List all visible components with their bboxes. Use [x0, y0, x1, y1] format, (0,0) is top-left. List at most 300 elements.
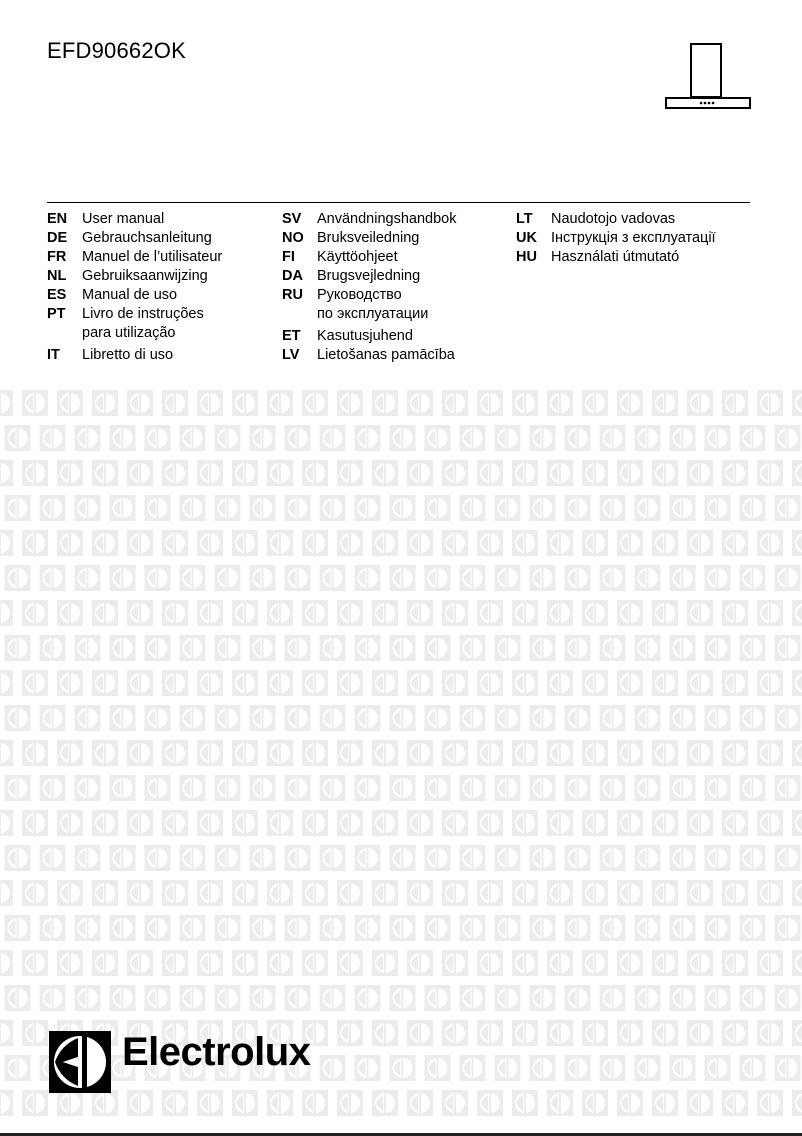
- pattern-logo-tile: [390, 495, 416, 521]
- pattern-logo-tile: [600, 845, 626, 871]
- pattern-logo-tile: [547, 390, 573, 416]
- pattern-logo-tile: [512, 530, 538, 556]
- pattern-logo-tile: [477, 530, 503, 556]
- pattern-logo-tile: [162, 880, 188, 906]
- pattern-logo-tile: [442, 740, 468, 766]
- pattern-logo-tile: [775, 495, 801, 521]
- pattern-logo-tile: [215, 635, 241, 661]
- pattern-logo-tile: [40, 425, 66, 451]
- pattern-logo-tile: [250, 775, 276, 801]
- pattern-logo-tile: [372, 880, 398, 906]
- pattern-logo-tile: [775, 705, 801, 731]
- pattern-logo-tile: [687, 880, 713, 906]
- model-number: EFD90662OK: [47, 38, 186, 63]
- pattern-logo-tile: [407, 670, 433, 696]
- pattern-logo-tile: [460, 1055, 486, 1081]
- pattern-logo-tile: [390, 705, 416, 731]
- pattern-logo-tile: [530, 565, 556, 591]
- language-code: FR: [47, 249, 67, 265]
- pattern-logo-tile: [757, 390, 783, 416]
- pattern-logo-tile: [565, 705, 591, 731]
- pattern-logo-tile: [180, 845, 206, 871]
- pattern-logo-tile: [565, 565, 591, 591]
- language-label: Naudotojo vadovas: [551, 211, 676, 227]
- pattern-logo-tile: [495, 915, 521, 941]
- pattern-logo-tile: [565, 635, 591, 661]
- pattern-logo-tile: [687, 950, 713, 976]
- pattern-logo-tile: [302, 670, 328, 696]
- pattern-logo-tile: [5, 775, 31, 801]
- pattern-logo-tile: [792, 460, 802, 486]
- pattern-logo-tile: [22, 810, 48, 836]
- pattern-logo-tile: [477, 880, 503, 906]
- pattern-logo-tile: [670, 915, 696, 941]
- pattern-logo-tile: [57, 670, 83, 696]
- pattern-logo-tile: [792, 530, 802, 556]
- pattern-logo-tile: [320, 705, 346, 731]
- pattern-logo-tile: [617, 880, 643, 906]
- pattern-logo-tile: [0, 390, 13, 416]
- pattern-logo-tile: [337, 950, 363, 976]
- pattern-logo-tile: [617, 1020, 643, 1046]
- pattern-logo-tile: [92, 670, 118, 696]
- pattern-logo-tile: [740, 1055, 766, 1081]
- pattern-logo-tile: [40, 915, 66, 941]
- pattern-logo-tile: [547, 1020, 573, 1046]
- pattern-logo-tile: [372, 810, 398, 836]
- pattern-logo-tile: [722, 390, 748, 416]
- pattern-logo-tile: [670, 565, 696, 591]
- pattern-logo-tile: [215, 565, 241, 591]
- pattern-logo-tile: [232, 460, 258, 486]
- pattern-logo-tile: [267, 390, 293, 416]
- pattern-logo-tile: [530, 1055, 556, 1081]
- pattern-logo-tile: [145, 775, 171, 801]
- pattern-logo-tile: [0, 460, 13, 486]
- pattern-logo-tile: [0, 810, 13, 836]
- pattern-logo-tile: [495, 425, 521, 451]
- pattern-logo-tile: [512, 880, 538, 906]
- pattern-logo-tile: [407, 460, 433, 486]
- pattern-logo-tile: [530, 915, 556, 941]
- language-label: Brugsvejledning: [317, 268, 421, 284]
- pattern-logo-tile: [512, 390, 538, 416]
- pattern-logo-tile: [460, 635, 486, 661]
- pattern-logo-tile: [372, 460, 398, 486]
- pattern-logo-tile: [547, 740, 573, 766]
- header-divider: [47, 202, 750, 203]
- pattern-logo-tile: [337, 740, 363, 766]
- pattern-logo-tile: [617, 670, 643, 696]
- language-code: IT: [47, 347, 60, 363]
- pattern-logo-tile: [250, 635, 276, 661]
- pattern-logo-tile: [5, 985, 31, 1011]
- pattern-logo-tile: [302, 880, 328, 906]
- pattern-logo-tile: [390, 845, 416, 871]
- pattern-logo-tile: [92, 810, 118, 836]
- pattern-logo-tile: [705, 425, 731, 451]
- pattern-logo-tile: [652, 1020, 678, 1046]
- language-label: Руководство: [317, 287, 402, 303]
- pattern-logo-tile: [722, 1090, 748, 1116]
- pattern-logo-tile: [687, 670, 713, 696]
- pattern-logo-tile: [722, 880, 748, 906]
- pattern-logo-tile: [40, 705, 66, 731]
- pattern-logo-tile: [407, 950, 433, 976]
- pattern-logo-tile: [582, 460, 608, 486]
- pattern-logo-tile: [337, 460, 363, 486]
- language-code: DE: [47, 230, 68, 246]
- pattern-logo-tile: [337, 880, 363, 906]
- language-code: SV: [282, 211, 302, 227]
- pattern-logo-tile: [250, 425, 276, 451]
- pattern-logo-tile: [582, 600, 608, 626]
- pattern-logo-tile: [75, 705, 101, 731]
- pattern-logo-tile: [110, 775, 136, 801]
- pattern-logo-tile: [40, 495, 66, 521]
- language-code: PT: [47, 306, 66, 322]
- pattern-logo-tile: [652, 1090, 678, 1116]
- pattern-logo-tile: [145, 635, 171, 661]
- pattern-logo-tile: [757, 810, 783, 836]
- pattern-logo-tile: [425, 495, 451, 521]
- pattern-logo-tile: [635, 635, 661, 661]
- pattern-logo-tile: [372, 1090, 398, 1116]
- pattern-logo-tile: [355, 845, 381, 871]
- pattern-logo-tile: [215, 775, 241, 801]
- pattern-logo-tile: [792, 390, 802, 416]
- pattern-logo-tile: [652, 880, 678, 906]
- pattern-logo-tile: [267, 950, 293, 976]
- pattern-logo-tile: [652, 390, 678, 416]
- pattern-logo-tile: [40, 775, 66, 801]
- pattern-logo-tile: [180, 705, 206, 731]
- pattern-logo-tile: [477, 670, 503, 696]
- pattern-logo-tile: [250, 915, 276, 941]
- pattern-logo-tile: [670, 985, 696, 1011]
- pattern-logo-tile: [705, 775, 731, 801]
- pattern-logo-tile: [635, 1055, 661, 1081]
- pattern-logo-tile: [792, 600, 802, 626]
- pattern-logo-tile: [792, 740, 802, 766]
- pattern-logo-tile: [705, 985, 731, 1011]
- pattern-logo-tile: [530, 775, 556, 801]
- pattern-logo-tile: [5, 705, 31, 731]
- pattern-logo-tile: [0, 600, 13, 626]
- pattern-logo-tile: [652, 670, 678, 696]
- pattern-logo-tile: [197, 530, 223, 556]
- pattern-logo-tile: [600, 1055, 626, 1081]
- pattern-logo-tile: [722, 530, 748, 556]
- pattern-logo-tile: [652, 460, 678, 486]
- pattern-logo-tile: [22, 670, 48, 696]
- pattern-logo-tile: [425, 985, 451, 1011]
- pattern-logo-tile: [162, 460, 188, 486]
- pattern-logo-tile: [267, 670, 293, 696]
- pattern-logo-tile: [22, 880, 48, 906]
- pattern-logo-tile: [372, 600, 398, 626]
- pattern-logo-tile: [600, 705, 626, 731]
- cooker-hood-icon: [664, 42, 752, 110]
- pattern-logo-tile: [740, 845, 766, 871]
- pattern-logo-tile: [442, 390, 468, 416]
- pattern-logo-tile: [407, 1090, 433, 1116]
- pattern-logo-tile: [180, 425, 206, 451]
- pattern-logo-tile: [652, 740, 678, 766]
- pattern-logo-tile: [22, 390, 48, 416]
- language-label: Manuel de l’utilisateur: [82, 249, 223, 265]
- pattern-logo-tile: [197, 740, 223, 766]
- pattern-logo-tile: [285, 565, 311, 591]
- pattern-logo-tile: [565, 1055, 591, 1081]
- pattern-logo-tile: [110, 705, 136, 731]
- pattern-logo-tile: [57, 1090, 83, 1116]
- pattern-logo-tile: [460, 775, 486, 801]
- pattern-logo-tile: [547, 670, 573, 696]
- pattern-logo-tile: [40, 845, 66, 871]
- pattern-logo-tile: [757, 1090, 783, 1116]
- pattern-logo-tile: [687, 740, 713, 766]
- pattern-logo-tile: [197, 390, 223, 416]
- pattern-logo-tile: [635, 705, 661, 731]
- pattern-logo-tile: [512, 950, 538, 976]
- pattern-logo-tile: [670, 1055, 696, 1081]
- logo-pattern-background: [0, 380, 802, 1125]
- pattern-logo-tile: [57, 530, 83, 556]
- pattern-logo-tile: [565, 985, 591, 1011]
- language-label: Gebruiksaanwijzing: [82, 268, 208, 284]
- pattern-logo-tile: [197, 810, 223, 836]
- pattern-logo-tile: [617, 460, 643, 486]
- pattern-logo-tile: [652, 810, 678, 836]
- pattern-logo-tile: [145, 565, 171, 591]
- pattern-logo-tile: [757, 600, 783, 626]
- pattern-logo-tile: [5, 915, 31, 941]
- pattern-logo-tile: [22, 1090, 48, 1116]
- language-label: Lietošanas pamācība: [317, 347, 455, 363]
- pattern-logo-tile: [40, 565, 66, 591]
- pattern-logo-tile: [495, 565, 521, 591]
- pattern-logo-tile: [145, 845, 171, 871]
- pattern-logo-tile: [425, 775, 451, 801]
- pattern-logo-tile: [127, 600, 153, 626]
- pattern-logo-tile: [442, 810, 468, 836]
- pattern-logo-tile: [652, 600, 678, 626]
- pattern-logo-tile: [302, 810, 328, 836]
- pattern-logo-tile: [197, 670, 223, 696]
- pattern-logo-tile: [215, 915, 241, 941]
- pattern-logo-tile: [442, 600, 468, 626]
- pattern-logo-tile: [547, 1090, 573, 1116]
- pattern-logo-tile: [705, 1055, 731, 1081]
- pattern-logo-tile: [460, 425, 486, 451]
- pattern-logo-tile: [162, 390, 188, 416]
- pattern-logo-tile: [215, 985, 241, 1011]
- pattern-logo-tile: [390, 425, 416, 451]
- pattern-logo-tile: [285, 845, 311, 871]
- language-code: NL: [47, 268, 67, 284]
- pattern-logo-tile: [57, 950, 83, 976]
- pattern-logo-tile: [250, 985, 276, 1011]
- pattern-logo-tile: [565, 845, 591, 871]
- pattern-logo-tile: [425, 1055, 451, 1081]
- pattern-logo-tile: [617, 390, 643, 416]
- pattern-logo-tile: [180, 565, 206, 591]
- pattern-logo-tile: [92, 390, 118, 416]
- pattern-logo-tile: [477, 460, 503, 486]
- pattern-logo-tile: [22, 1020, 48, 1046]
- pattern-logo-tile: [372, 950, 398, 976]
- pattern-logo-tile: [232, 810, 258, 836]
- pattern-logo-tile: [775, 635, 801, 661]
- language-label: Gebrauchsanleitung: [82, 230, 212, 246]
- language-code: UK: [516, 230, 537, 246]
- pattern-logo-tile: [75, 565, 101, 591]
- pattern-logo-tile: [355, 425, 381, 451]
- pattern-logo-tile: [600, 775, 626, 801]
- pattern-logo-tile: [757, 460, 783, 486]
- pattern-logo-tile: [722, 460, 748, 486]
- pattern-logo-tile: [232, 740, 258, 766]
- pattern-logo-tile: [565, 775, 591, 801]
- pattern-logo-tile: [687, 390, 713, 416]
- pattern-logo-tile: [145, 425, 171, 451]
- pattern-logo-tile: [530, 495, 556, 521]
- pattern-logo-tile: [600, 495, 626, 521]
- pattern-logo-tile: [337, 810, 363, 836]
- pattern-logo-tile: [110, 915, 136, 941]
- pattern-logo-tile: [582, 530, 608, 556]
- pattern-logo-tile: [757, 1020, 783, 1046]
- language-code: DA: [282, 268, 303, 284]
- pattern-logo-tile: [722, 810, 748, 836]
- pattern-logo-tile: [127, 1090, 153, 1116]
- pattern-logo-tile: [722, 1020, 748, 1046]
- pattern-logo-tile: [92, 600, 118, 626]
- pattern-logo-tile: [530, 845, 556, 871]
- pattern-logo-tile: [705, 915, 731, 941]
- pattern-logo-tile: [740, 775, 766, 801]
- pattern-logo-tile: [337, 530, 363, 556]
- pattern-logo-tile: [582, 950, 608, 976]
- pattern-logo-tile: [617, 600, 643, 626]
- pattern-logo-tile: [460, 845, 486, 871]
- pattern-logo-tile: [407, 810, 433, 836]
- pattern-logo-tile: [0, 670, 13, 696]
- pattern-logo-tile: [250, 565, 276, 591]
- pattern-logo-tile: [250, 495, 276, 521]
- pattern-logo-tile: [582, 1090, 608, 1116]
- pattern-logo-tile: [670, 705, 696, 731]
- electrolux-logo-icon: [49, 1031, 111, 1093]
- language-label: Manual de uso: [82, 287, 178, 303]
- pattern-logo-tile: [267, 810, 293, 836]
- pattern-logo-tile: [617, 950, 643, 976]
- pattern-logo-tile: [75, 845, 101, 871]
- pattern-logo-tile: [75, 775, 101, 801]
- pattern-logo-tile: [547, 460, 573, 486]
- pattern-logo-tile: [127, 670, 153, 696]
- pattern-logo-tile: [232, 670, 258, 696]
- pattern-logo-tile: [320, 565, 346, 591]
- pattern-logo-tile: [460, 495, 486, 521]
- pattern-logo-tile: [547, 530, 573, 556]
- pattern-logo-tile: [267, 600, 293, 626]
- pattern-logo-tile: [477, 950, 503, 976]
- pattern-logo-tile: [337, 670, 363, 696]
- pattern-logo-tile: [145, 985, 171, 1011]
- pattern-logo-tile: [355, 775, 381, 801]
- pattern-logo-tile: [442, 950, 468, 976]
- pattern-logo-tile: [460, 565, 486, 591]
- pattern-logo-tile: [687, 460, 713, 486]
- pattern-logo-tile: [5, 495, 31, 521]
- pattern-logo-tile: [285, 705, 311, 731]
- pattern-logo-tile: [355, 985, 381, 1011]
- pattern-logo-tile: [162, 810, 188, 836]
- pattern-logo-tile: [705, 845, 731, 871]
- pattern-logo-tile: [92, 460, 118, 486]
- pattern-logo-tile: [600, 635, 626, 661]
- pattern-logo-tile: [75, 495, 101, 521]
- pattern-logo-tile: [372, 670, 398, 696]
- pattern-logo-tile: [250, 705, 276, 731]
- pattern-logo-tile: [670, 425, 696, 451]
- pattern-logo-tile: [390, 985, 416, 1011]
- pattern-logo-tile: [355, 915, 381, 941]
- pattern-logo-tile: [617, 530, 643, 556]
- language-column-2: [282, 210, 456, 365]
- pattern-logo-tile: [442, 530, 468, 556]
- pattern-logo-tile: [110, 495, 136, 521]
- pattern-logo-tile: [57, 810, 83, 836]
- language-code: LT: [516, 211, 533, 227]
- pattern-logo-tile: [582, 390, 608, 416]
- pattern-logo-tile: [407, 880, 433, 906]
- pattern-logo-tile: [127, 390, 153, 416]
- pattern-logo-tile: [582, 880, 608, 906]
- pattern-logo-tile: [215, 845, 241, 871]
- pattern-logo-tile: [302, 1090, 328, 1116]
- pattern-logo-tile: [425, 845, 451, 871]
- pattern-logo-tile: [162, 670, 188, 696]
- pattern-logo-tile: [215, 425, 241, 451]
- pattern-logo-tile: [495, 1055, 521, 1081]
- pattern-logo-tile: [285, 775, 311, 801]
- pattern-logo-tile: [687, 1090, 713, 1116]
- pattern-logo-tile: [722, 740, 748, 766]
- pattern-logo-tile: [775, 565, 801, 591]
- pattern-logo-tile: [302, 950, 328, 976]
- pattern-logo-tile: [442, 1020, 468, 1046]
- pattern-logo-tile: [22, 950, 48, 976]
- language-code: LV: [282, 347, 300, 363]
- pattern-logo-tile: [110, 635, 136, 661]
- pattern-logo-tile: [512, 460, 538, 486]
- pattern-logo-tile: [355, 705, 381, 731]
- pattern-logo-tile: [92, 740, 118, 766]
- pattern-logo-tile: [442, 460, 468, 486]
- pattern-logo-tile: [705, 705, 731, 731]
- pattern-logo-tile: [442, 880, 468, 906]
- pattern-logo-tile: [0, 950, 13, 976]
- pattern-logo-tile: [635, 425, 661, 451]
- pattern-logo-tile: [792, 670, 802, 696]
- pattern-logo-tile: [232, 390, 258, 416]
- pattern-logo-tile: [337, 1020, 363, 1046]
- pattern-logo-tile: [232, 530, 258, 556]
- pattern-logo-tile: [687, 1020, 713, 1046]
